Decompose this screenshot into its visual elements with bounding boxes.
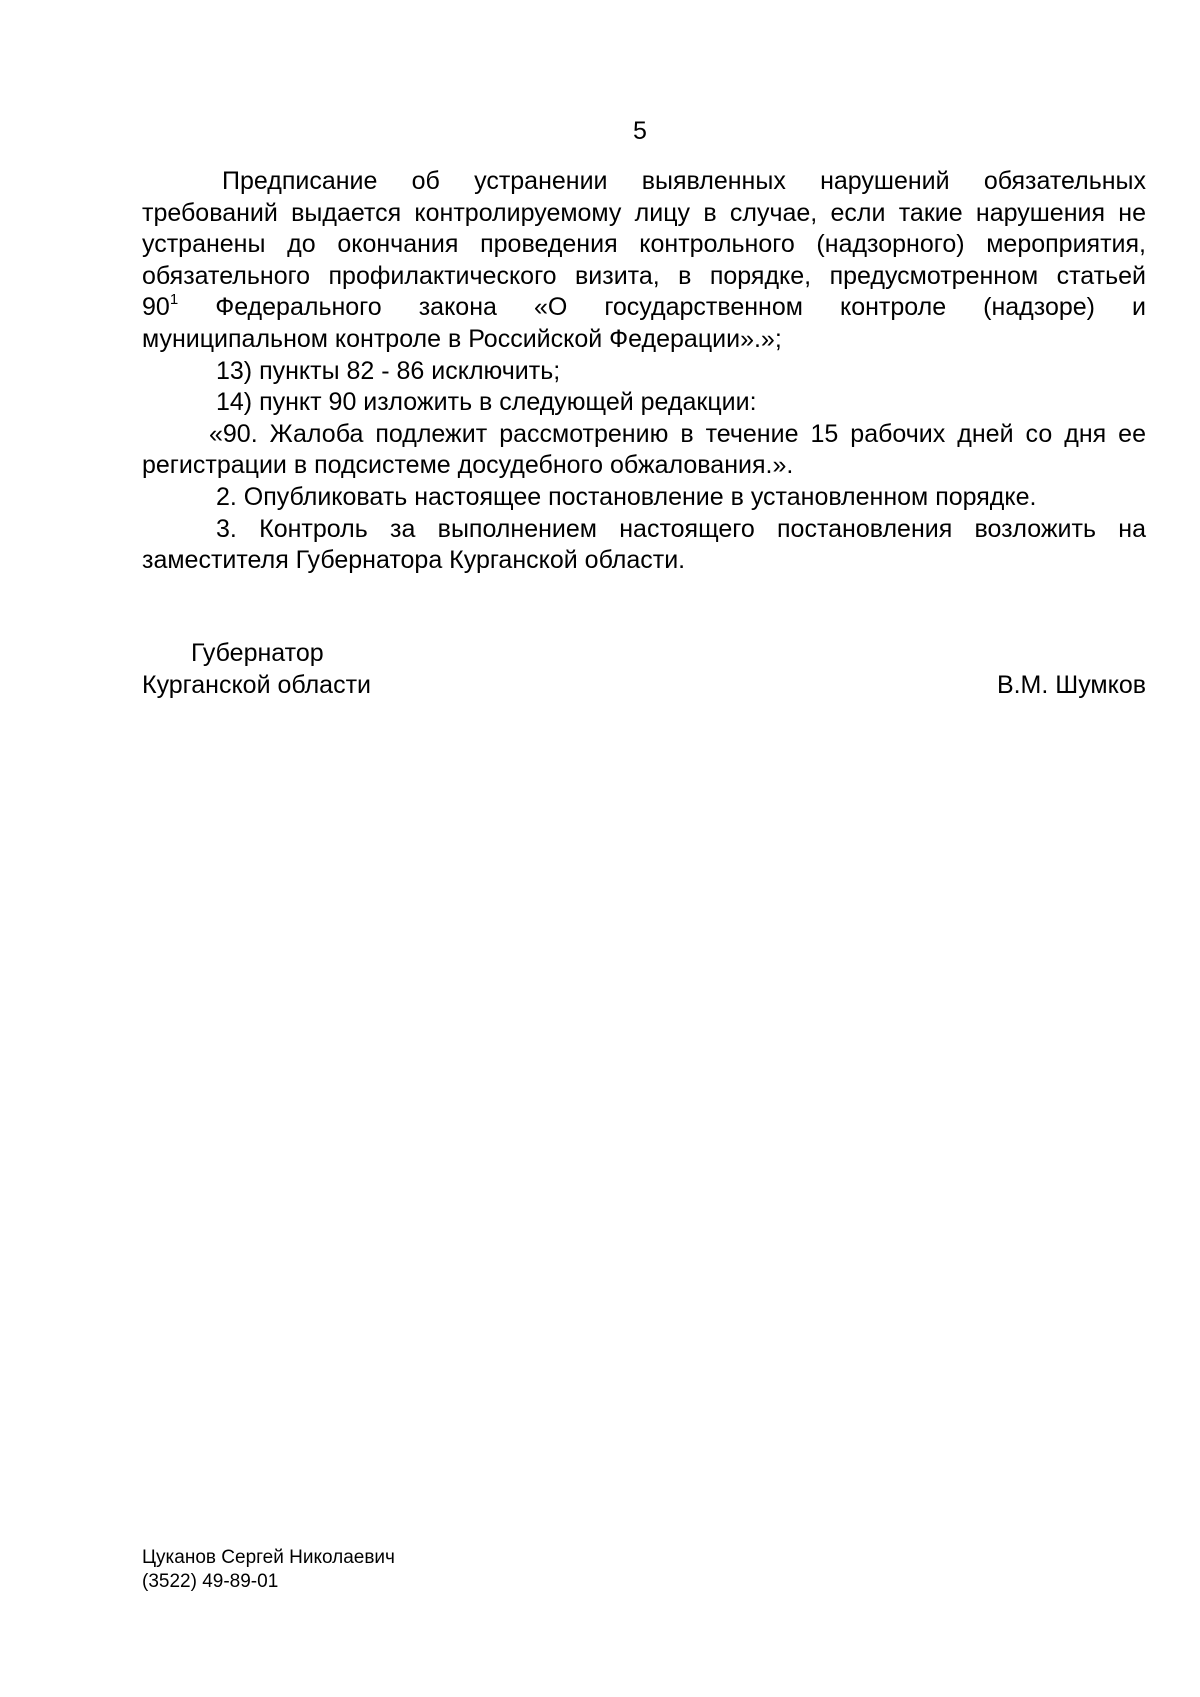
paragraph-line: требований выдается контролируемому лицу в случае, если такие нарушения не bbox=[142, 198, 1146, 227]
paragraph-line: 3. Контроль за выполнением настоящего постановления возложить на bbox=[216, 514, 1146, 543]
paragraph-line: устранены до окончания проведения контрольного (надзорного) мероприятия, bbox=[142, 230, 1146, 259]
paragraph-line: регистрации в подсистеме досудебного обжалования.». bbox=[142, 451, 794, 480]
page-number: 5 bbox=[633, 117, 647, 145]
quoted-item-90 bbox=[142, 419, 1146, 482]
point-3 bbox=[142, 514, 1146, 577]
paragraph-line bbox=[142, 292, 1146, 324]
paragraph-line: Предписание об устранении выявленных нарушений обязательных bbox=[222, 167, 1146, 195]
paragraph-line: обязательного профилактического визита, в порядке, предусмотренном статьей bbox=[142, 261, 1146, 290]
executor-name: Цуканов Сергей Николаевич bbox=[142, 1547, 395, 1568]
document-body bbox=[142, 166, 1146, 577]
executor-phone: (3522) 49-89-01 bbox=[142, 1571, 279, 1592]
signature-block bbox=[142, 638, 1146, 708]
signatory-name: В.М. Шумков bbox=[996, 670, 1146, 699]
item-13: 13) пункты 82 - 86 исключить; bbox=[216, 356, 561, 385]
paragraph-line: «90. Жалоба подлежит рассмотрению в течение 15 рабочих дней со дня ее bbox=[209, 419, 1146, 448]
paragraph-line: муниципальном контроле в Российской Федерации».»; bbox=[142, 324, 782, 353]
point-2: 2. Опубликовать настоящее постановление в установленном порядке. bbox=[216, 482, 1037, 511]
paragraph-prescription bbox=[142, 166, 1146, 356]
executor-info bbox=[142, 1546, 395, 1594]
article-superscript: 1 bbox=[169, 291, 179, 309]
article-number: 90 bbox=[142, 293, 170, 322]
item-14: 14) пункт 90 изложить в следующей редакции: bbox=[216, 388, 757, 417]
article-law-reference: Федерального закона «О государственном контроле (надзоре) и bbox=[178, 293, 1146, 322]
signatory-region: Курганской области bbox=[142, 670, 372, 699]
paragraph-line: заместителя Губернатора Курганской области. bbox=[142, 546, 686, 575]
signatory-title: Губернатор bbox=[191, 639, 324, 667]
